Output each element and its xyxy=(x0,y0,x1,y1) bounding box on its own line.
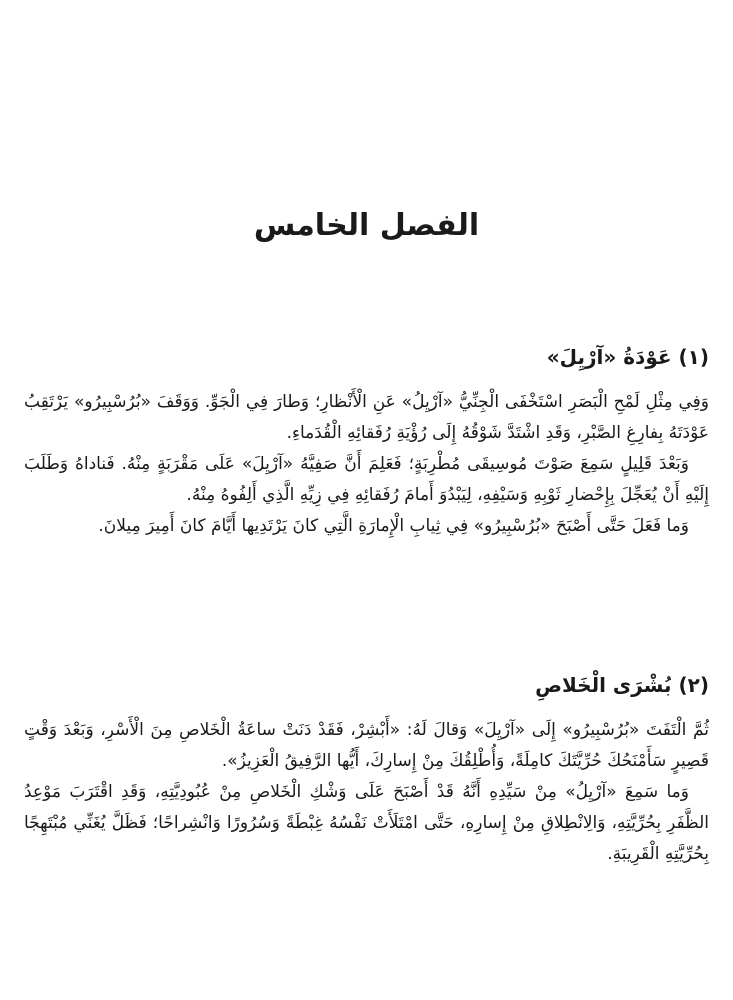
paragraph: وَبَعْدَ قَلِيلٍ سَمِعَ صَوْتَ مُوسِيقَى مُطْرِبَةٍ؛ فَعَلِمَ أَنَّ صَفِيَّهُ «آرْيِلَ» عَلَى مَقْرَبَةٍ مِنْهُ. فَناداهُ وَطَلَبَ إِلَيْهِ أَنْ يُعَجِّلَ بِإِحْضارِ ثَوْبِهِ وَسَيْفِهِ، لِيَبْدُوَ أَمامَ رُفَقائِهِ فِي زِيِّهِ الَّذِي أَلِفُوهُ مِنْهُ. xyxy=(24,454,709,505)
section-heading: (٢) بُشْرَى الْخَلاصِ xyxy=(535,673,709,697)
section-return-of-ariel xyxy=(24,337,709,542)
paragraph: وَما سَمِعَ «آرْيِلُ» مِنْ سَيِّدِهِ أَنَّهُ قَدْ أَصْبَحَ عَلَى وَشْكِ الْخَلاصِ مِنْ عُبُودِيَّتِهِ، وَقَدِ اقْتَرَبَ مَوْعِدُ الظَّفَرِ بِحُرِّيَّتِهِ، وَالِانْطِلاقِ مِنْ إِسارِهِ، حَتَّى امْتَلَأَتْ نَفْسُهُ غِبْطَةً وَسُرُورًا وَانْشِراحًا؛ فَظَلَّ يُغَنِّي مُبْتَهِجًا بِحُرِّيَّتِهِ الْقَرِيبَةِ. xyxy=(24,782,709,864)
paragraph: وَفِي مِثْلِ لَمْحِ الْبَصَرِ اسْتَخْفَى الْجِنِّيُّ «آرْيِلُ» عَنِ الْأَنْظارِ؛ وَطارَ فِي الْجَوِّ. وَوَقَفَ «بُرُسْبِيرُو» يَرْتَقِبُ عَوْدَتَهُ بِفارِغِ الصَّبْرِ، وَقَدِ اشْتَدَّ شَوْقُهُ إِلَى رُؤْيَةِ رُفَقائِهِ الْقُدَماءِ. xyxy=(24,392,709,443)
paragraph: وَما فَعَلَ حَتَّى أَصْبَحَ «بُرُسْبِيرُو» فِي ثِيابِ الْإِمارَةِ الَّتِي كانَ يَرْتَدِيها أَيَّامَ كانَ أَمِيرَ مِيلانَ. xyxy=(98,516,689,536)
section-glad-tidings xyxy=(24,665,709,870)
chapter-title: الفصل الخامس xyxy=(253,208,480,243)
paragraph: ثُمَّ الْتَفَتَ «بُرُسْبِيرُو» إِلَى «آرْيِلَ» وَقالَ لَهُ: «أَبْشِرْ، فَقَدْ دَنَتْ ساعَةُ الْخَلاصِ مِنَ الْأَسْرِ، وَبَعْدَ وَقْتٍ قَصِيرٍ سَأَمْنَحُكَ حُرِّيَّتَكَ كامِلَةً، وَأُطْلِقُكَ مِنْ إِسارِكَ، أَيُّها الرَّفِيقُ الْعَزِيزُ». xyxy=(24,720,709,771)
section-heading: (١) عَوْدَةُ «آرْيِلَ» xyxy=(546,345,709,369)
